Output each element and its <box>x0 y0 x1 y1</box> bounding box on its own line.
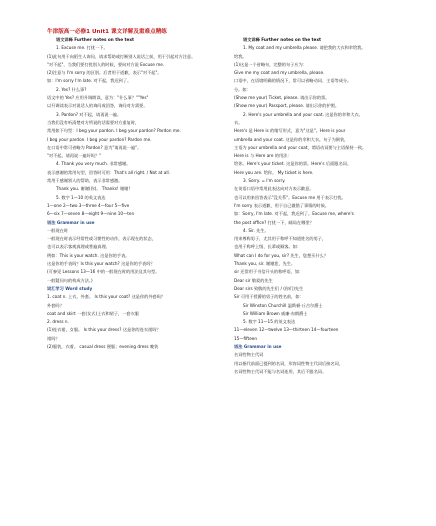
text-line: 2. Yes? 什么事? <box>56 86 87 92</box>
text-line: Sir William Brown 威廉·布朗爵士 <box>243 310 308 316</box>
text-line: 外套吗？ <box>47 302 64 308</box>
text-line: 4. Sir. 先生。 <box>243 227 269 233</box>
text-line: 也可以表示客观真理或普遍真理。 <box>47 244 110 250</box>
text-line: 这是你的手表吗？Is this your watch? 这是你的手表吗？ <box>47 261 155 267</box>
text-line: I beg your pardon. I beg your pardon? Pardon me. <box>47 136 152 142</box>
text-line: Dear sir 敬爱的先生 <box>234 277 273 283</box>
text-line: 5. 数字 11—15 的英文表达 <box>243 319 296 325</box>
section-heading: 语文详释 Further notes on the text <box>56 37 135 42</box>
text-line: 也用于称呼上级、长辈或顾客。如： <box>234 244 302 250</box>
text-line: (Show me your) Ticket, please. 请出示你的票。 <box>234 95 330 101</box>
text-line: 常用如下句型：I beg your pardon. I beg your pardon? Pardon me. <box>47 128 181 134</box>
text-line: 1. My coat and my umbrella please. 请把我的大衣和伞给我。 <box>243 45 366 51</box>
text-line: Give me my coat and my umbrella, please. <box>234 70 325 76</box>
text-line: 6—six 7—seven 8—eight 9—nine 10—ten <box>47 211 135 217</box>
text-line: 表示感谢的常用句型，回答时可用：That's all right. / Not at all. <box>47 169 170 175</box>
text-line: "对不起"，当我们要打扰别人的时候，要向对方说 Excuse me. <box>47 61 165 67</box>
text-line: 1—one 2—two 3—three 4—four 5—five <box>47 202 130 208</box>
text-line: 用以指代前面已提到的名词，形容词性物主代词后接名词， <box>234 360 343 366</box>
text-line: 裙吗？ <box>47 335 60 341</box>
text-line: (Show me your) Passport, please. 请出示你的护照。 <box>234 103 340 109</box>
text-line: the post office? 打扰一下，邮局在哪里？ <box>234 219 314 225</box>
text-line: 1. coat n. 上衣，外套。 Is this your coat? 这是你的外套吗？ <box>47 294 166 300</box>
text-line: 例如：This is your watch. 这是你的手表。 <box>47 252 130 258</box>
text-line: 衣。 <box>234 119 243 125</box>
section-heading: 语法 Grammar in use <box>47 219 95 225</box>
text-line: 5. 数字 1—10 的英文表达 <box>56 194 106 200</box>
text-line: 一般现在时 <box>47 227 68 233</box>
text-line: 在口语中常可省略为 Pardon? 意为"请再说一遍"。 <box>47 144 142 150</box>
text-line: 分。如： <box>234 86 251 92</box>
text-line: (2)服装，衣着。 casual dress 便服；evening dress 晚装 <box>47 343 159 349</box>
text-line: Sir Winston Churchill 温斯顿·丘吉尔爵士 <box>243 302 323 308</box>
text-line: 也可以用来回答表示"没关系"。Excuse me 用于表示打扰。 <box>234 194 346 200</box>
text-line: 当我们没有听清楚对方所说的话需要对方重复时， <box>47 119 140 125</box>
text-line: 1. Excuse me. 打扰一下。 <box>56 45 108 51</box>
text-line: 2. Here's your umbrella and your coat. 这是你的伞和大衣。 <box>243 111 363 117</box>
left-column <box>47 36 230 518</box>
text-line: (2)注意与 I'm sorry 的区别。后者用于道歉，表示"对不起"。 <box>47 70 162 76</box>
text-line: Thank you. 谢谢(你)。 Thanks! 谢谢! <box>56 186 130 192</box>
text-line: Sir 可用于授爵的男子的姓名前，如： <box>234 294 304 300</box>
text-line: 一般疑问句的构成方法。) <box>47 277 93 283</box>
text-line: 名词性物主代词不能与名词连用，其后不跟名词。 <box>234 368 327 374</box>
text-line: 11—eleven 12—twelve 13—thirteen 14—fourteen <box>234 327 339 333</box>
text-line: 给你。Here's your ticket. 这是你的票。Here's 后面跟名词。 <box>234 161 352 167</box>
text-line: 常用于感谢别人的帮助，表示非常感激。 <box>47 178 123 184</box>
text-line: sir 还常用于书信开头的称呼语，如： <box>234 269 304 275</box>
text-line: 2. dress n. <box>47 319 69 325</box>
text-line: 给我。 <box>234 53 247 59</box>
text-line: 用来尊称男子，尤其用于称呼不知道姓名的男子， <box>234 236 327 242</box>
text-line: coat and skirt 一套(女式)上衣和裙子，一套衣服 <box>47 310 139 316</box>
text-line: 4. Thank you very much. 非常感谢。 <box>56 161 131 167</box>
text-line: 在英语口语中常用此表达向对方表示歉意。 <box>234 186 314 192</box>
text-line: 15—fifteen <box>234 335 258 341</box>
text-line: umbrella and your coat. 这是你的伞和大衣。句子为倒装， <box>234 136 349 142</box>
document-title: 牛津版高一必修1 Unit1 课文详解及重难点精练 <box>47 29 167 35</box>
text-line: 以升调读表示对说话人的询问或回答，询问对方需要。 <box>47 103 148 109</box>
text-line: 如：I'm sorry I'm late. 对不起，我迟到了。 <box>47 78 132 84</box>
text-line: (1)这是一个省略句，完整的句子应为： <box>234 61 307 67</box>
text-line: 语文中的 Yes? 应用升调朗读，意为："什么事？""Yes" <box>47 95 149 101</box>
text-line: What can I do for you, sir? 先生，您想买什么？ <box>234 252 329 258</box>
text-line: 3. Pardon? 对不起，请再说一遍。 <box>56 111 122 117</box>
text-line: 一般现在时表示经常性或习惯性的动作，表示现在的状态， <box>47 236 156 242</box>
text-line: 口语中，在语境明确的情况下，常可以省略动词、主语等成分。 <box>234 78 352 84</box>
text-line: 主语为 your umbrella and your coat，谓语动词要与主语保持一致。 <box>234 144 367 150</box>
right-column <box>234 36 417 518</box>
text-line: I'm sorry 表示道歉，用于自己做错了事情的时候。 <box>234 202 330 208</box>
text-line: (1)此句用于向陌生人询问、请求帮助或打断别人说话之前，用于引起对方注意。 <box>47 53 196 59</box>
text-line: Here's 是 Here is 的缩写形式，意为"这是"。Here is your <box>234 128 346 134</box>
section-heading: 语法 Grammar in use <box>234 343 282 349</box>
text-line: Dear sirs 致敬的先生们 / (你们)先生 <box>234 285 304 291</box>
text-line: 名词性物主代词 <box>234 352 264 358</box>
section-heading: 语文详释 Further notes on the text <box>243 37 322 42</box>
text-line: "对不起，请再说一遍好吗？" <box>47 153 102 159</box>
text-line: (1)连衣裙，女服。 Is this your dress? 这是你的连衣裙吗？ <box>47 327 161 333</box>
text-line: 如：Sorry, I'm late. 对不起，我迟到了。Excuse me, where's <box>234 211 354 217</box>
text-line: Here you are. 给你。 My ticket is here. <box>234 169 314 175</box>
section-heading: 词汇学习 Word study <box>47 285 93 291</box>
text-line: Thank you, sir. 谢谢您，先生。 <box>234 261 296 267</box>
text-line: Here is 与 Here are 的用法： <box>234 153 292 159</box>
text-line: (可参见 Lessons 13—16 中的一般现在时的用法及其句型。 <box>47 269 160 275</box>
text-line: 3. Sorry. = I'm sorry. <box>243 178 286 184</box>
